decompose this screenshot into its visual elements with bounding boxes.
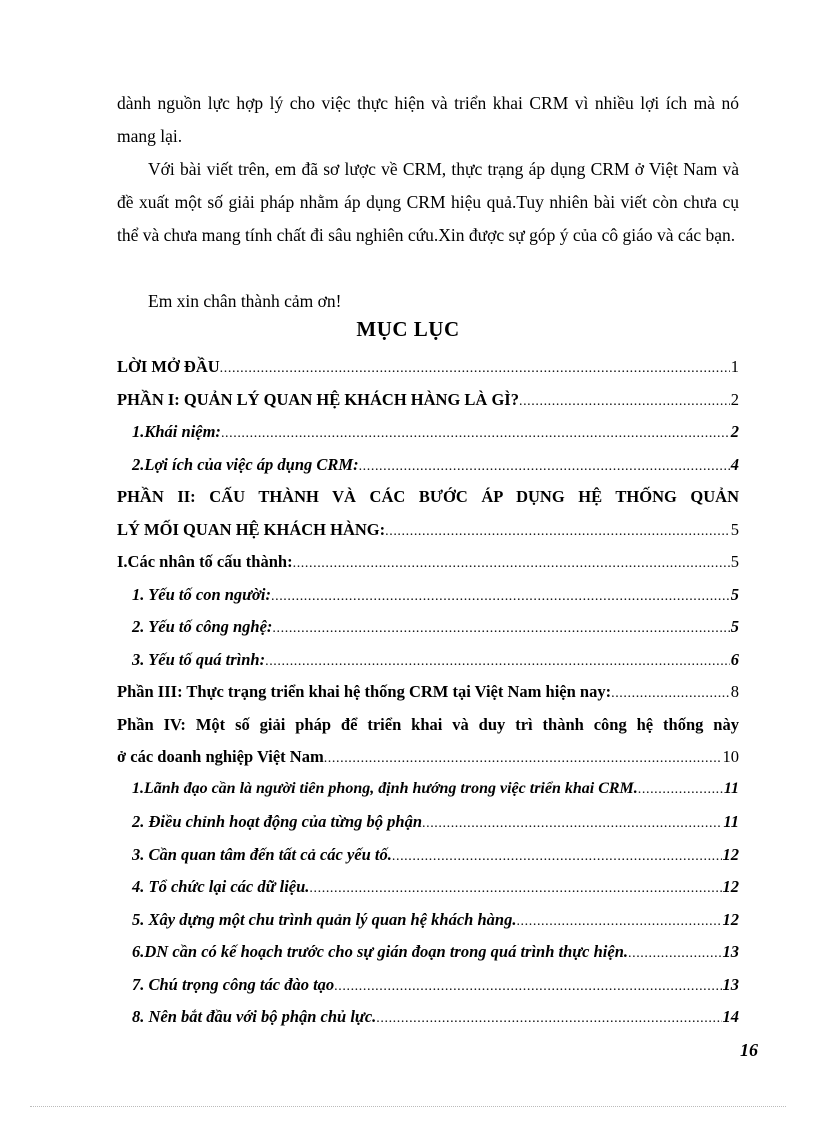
toc-title: MỤC LỤC [356, 317, 460, 341]
toc-entry[interactable]: 1.Lãnh đạo cần là người tiên phong, định hướng trong việc triển khai CRM. ..... 11 [117, 780, 739, 813]
toc-entry[interactable]: 6.DN cần có kế hoạch trước cho sự gián đoạn trong quá trình thực hiện. ..... 13 [117, 942, 739, 975]
toc-entry[interactable]: 2.Lợi ích của việc áp dụng CRM: ..... 4 [117, 455, 739, 488]
toc-entry[interactable]: 7. Chú trọng công tác đào tạo ..... 13 [117, 975, 739, 1008]
toc-entry[interactable]: Phần III: Thực trạng triển khai hệ thống CRM tại Việt Nam hiện nay: ..... 8 [117, 682, 739, 715]
toc-entry[interactable]: 2. Điều chỉnh hoạt động của từng bộ phận ..... 11 [117, 812, 739, 845]
toc-entry[interactable]: 1.Khái niệm: ..... 2 [117, 422, 739, 455]
toc-entry[interactable]: I.Các nhân tố cấu thành: ..... 5 [117, 552, 739, 585]
toc-entry[interactable]: PHẦN I: QUẢN LÝ QUAN HỆ KHÁCH HÀNG LÀ GÌ? ..... 2 [117, 390, 739, 423]
toc-entry[interactable]: 3. Yếu tố quá trình: ..... 6 [117, 650, 739, 683]
toc-entry[interactable]: 8. Nên bắt đầu với bộ phận chủ lực. ..... 14 [117, 1007, 739, 1040]
toc-entry[interactable]: LỜI MỞ ĐẦU ..... 1 [117, 357, 739, 390]
toc-entry[interactable]: 4. Tổ chức lại các dữ liệu. ..... 12 [117, 877, 739, 910]
toc-entry-line1[interactable]: Phần IV: Một số giải pháp để triển khai và duy trì thành công hệ thống này [117, 714, 739, 734]
paragraph-2: Với bài viết trên, em đã sơ lược về CRM, thực trạng áp dụng CRM ở Việt Nam và đề xuất một số giải pháp nhằm áp dụng CRM hiệu quả.Tuy nhiên bài viết còn chưa cụ thể và chưa mang tính chất đi sâu nghiên cứu.Xin được sự góp ý của cô giáo và các bạn. [117, 159, 739, 245]
toc-entry[interactable]: 5. Xây dựng một chu trình quản lý quan hệ khách hàng. ..... 12 [117, 910, 739, 943]
paragraph-1: dành nguồn lực hợp lý cho việc thực hiện và triển khai CRM vì nhiều lợi ích mà nó mang lại. [117, 93, 739, 146]
paragraph-3: Em xin chân thành cảm ơn! [148, 291, 342, 311]
table-of-contents [117, 357, 739, 1040]
toc-entry[interactable]: 2. Yếu tố công nghệ: ..... 5 [117, 617, 739, 650]
toc-entry-line1[interactable]: PHẦN II: CẤU THÀNH VÀ CÁC BƯỚC ÁP DỤNG HỆ THỐNG QUẢN [117, 487, 739, 506]
toc-entry[interactable]: LÝ MỐI QUAN HỆ KHÁCH HÀNG: ..... 5 [117, 520, 739, 553]
page-number: 16 [740, 1040, 758, 1060]
toc-entry[interactable]: 1. Yếu tố con người: ..... 5 [117, 585, 739, 618]
toc-entry[interactable]: ở các doanh nghiệp Việt Nam ..... 10 [117, 747, 739, 780]
toc-entry[interactable]: 3. Cần quan tâm đến tất cả các yếu tố. ..... 12 [117, 845, 739, 878]
footer-divider [30, 1106, 786, 1107]
